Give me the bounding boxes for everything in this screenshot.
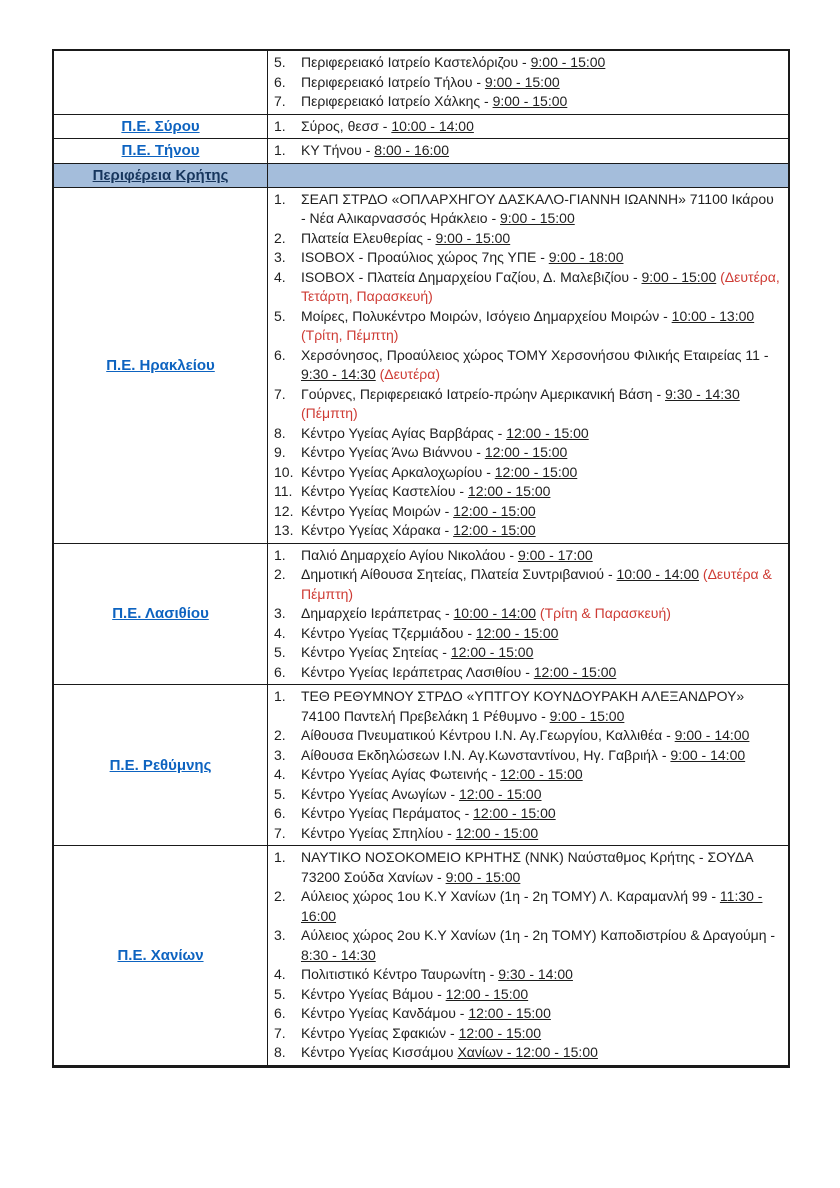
days-note: (Δευτέρα, Τετάρτη, Παρασκευή) [301, 268, 780, 304]
hours-text: 12:00 - 15:00 [458, 785, 542, 802]
list-item [268, 463, 782, 483]
hours-text: 9:30 - 14:00 [498, 966, 573, 982]
list-item [268, 887, 782, 926]
item-content [301, 825, 538, 841]
hours-text: 9:00 - 15:00 [500, 210, 575, 226]
item-content [301, 566, 772, 602]
list-item [268, 248, 782, 268]
item-number: 5. [274, 985, 286, 1002]
hours-text: 12:00 - 15:00 [533, 663, 617, 680]
region-cell [54, 51, 268, 114]
item-number: 4. [274, 624, 286, 641]
item-number: 3. [274, 927, 286, 943]
region-cell [54, 685, 268, 845]
region-cell [54, 544, 268, 685]
list-item [268, 926, 782, 965]
item-number: 7. [274, 93, 286, 109]
item-number: 10. [274, 463, 294, 480]
region-label[interactable]: Π.Ε. Χανίων [117, 946, 204, 964]
location-text: Κέντρο Υγείας Βάμου - [301, 985, 446, 1002]
location-text: Παλιό Δημαρχείο Αγίου Νικολάου - [301, 546, 518, 563]
table-row [54, 51, 788, 114]
location-text: Περιφερειακό Ιατρείο Τήλου - [301, 73, 485, 90]
items-cell [268, 846, 788, 1065]
item-number: 1. [274, 546, 286, 563]
location-text: ΚΥ Τήνου - [301, 142, 375, 158]
item-number: 11. [274, 483, 293, 499]
item-content [301, 1005, 551, 1021]
location-text: Κέντρο Υγείας Τζερμιάδου - [301, 624, 476, 641]
item-content [301, 727, 749, 743]
hours-text: 9:30 - 14:30 [301, 366, 376, 382]
item-number: 6. [274, 805, 286, 821]
items-cell [268, 115, 788, 139]
location-text: Αύλειος χώρος 1ου Κ.Υ Χανίων (1η - 2η ΤΟΜΥ) Λ. Καραμανλή 99 - [301, 888, 720, 904]
location-text: Περιφερειακό Ιατρείο Χάλκης - [301, 93, 493, 109]
item-number: 1. [274, 142, 286, 158]
region-cell [54, 846, 268, 1065]
item-number: 1. [274, 117, 286, 134]
location-text: Μοίρες, Πολυκέντρο Μοιρών, Ισόγειο Δημαρχείου Μοιρών - [301, 307, 672, 324]
location-text: Πλατεία Ελευθερίας - [301, 229, 436, 246]
region-cell [54, 188, 268, 543]
item-number: 6. [274, 73, 286, 90]
hours-text: 12:00 - 15:00 [458, 1024, 542, 1041]
location-text: Κέντρο Υγείας Αγίας Φωτεινής - [301, 766, 501, 782]
item-number: 4. [274, 268, 286, 285]
table-row [54, 684, 788, 845]
location-text: Κέντρο Υγείας Αγίας Βαρβάρας - [301, 424, 507, 441]
region-label[interactable]: Π.Ε. Ρεθύμνης [109, 756, 212, 774]
location-text: Αίθουσα Πνευματικού Κέντρου Ι.Ν. Αγ.Γεωργίου, Καλλιθέα - [301, 727, 675, 743]
item-number: 7. [274, 824, 286, 841]
hours-text: 11:30 - 16:00 [301, 888, 763, 924]
hours-text: 12:00 - 15:00 [494, 463, 578, 480]
list-item [268, 848, 782, 887]
item-number: 6. [274, 663, 286, 680]
hours-text: 9:00 - 15:00 [641, 268, 717, 285]
list-item [268, 824, 782, 844]
region-cell [54, 139, 268, 163]
location-text: Δημαρχείο Ιεράπετρας - [301, 605, 454, 621]
list-item [268, 141, 782, 161]
item-content [301, 118, 474, 134]
hours-text: 9:00 - 15:00 [445, 868, 521, 885]
item-content [301, 347, 769, 383]
location-text: Αίθουσα Εκδηλώσεων Ι.Ν. Αγ.Κωνσταντίνου, Ηγ. Γαβριήλ - [301, 746, 671, 763]
item-number: 5. [274, 785, 286, 802]
item-content [301, 888, 762, 924]
item-content [301, 425, 589, 441]
item-content [301, 269, 780, 305]
item-content [301, 644, 533, 660]
item-number: 2. [274, 229, 286, 246]
item-content [301, 605, 671, 621]
list-item [268, 443, 782, 463]
days-note: (Τρίτη, Πέμπτη) [301, 327, 399, 343]
item-content [301, 483, 550, 499]
item-content [301, 54, 605, 70]
item-number: 12. [274, 502, 294, 519]
list-item [268, 785, 782, 805]
item-content [301, 747, 745, 763]
hours-text: 12:00 - 15:00 [455, 824, 539, 841]
items-cell [268, 685, 788, 845]
item-content [301, 444, 567, 460]
item-number: 6. [274, 346, 286, 363]
item-content [301, 1025, 541, 1041]
item-content [301, 142, 449, 158]
hours-text: 8:00 - 16:00 [374, 142, 450, 158]
location-text: Κέντρο Υγείας Σπηλίου - [301, 824, 456, 841]
hours-text: 9:00 - 15:00 [492, 93, 568, 109]
location-text: Γούρνες, Περιφερειακό Ιατρείο-πρώην Αμερικανική Βάση - [301, 385, 666, 402]
list-item [268, 1024, 782, 1044]
hours-text: 10:00 - 13:00 [671, 307, 755, 324]
location-text: Αύλειος χώρος 2ου Κ.Υ Χανίων (1η - 2η ΤΟΜΥ) Καποδιστρίου & Δραγούμη - [301, 927, 776, 943]
item-content [301, 191, 774, 227]
hours-text: 12:00 - 15:00 [484, 444, 568, 460]
list-item [268, 643, 782, 663]
table-row [54, 138, 788, 163]
list-item [268, 624, 782, 644]
items-cell [268, 188, 788, 543]
item-number: 4. [274, 766, 286, 782]
hours-text: 12:00 - 15:00 [473, 805, 556, 821]
days-note: (Δευτέρα) [375, 366, 441, 382]
list-item [268, 346, 782, 385]
location-text: Χερσόνησος, Προαύλειος χώρος ΤΟΜΥ Χερσονήσου Φιλικής Εταιρείας 11 - [301, 346, 769, 363]
item-number: 5. [274, 644, 286, 660]
location-text: Κέντρο Υγείας Ανωγίων - [301, 785, 459, 802]
list-item [268, 482, 782, 502]
section-header-label: Περιφέρεια Κρήτης [92, 166, 229, 184]
hours-text: 9:00 - 14:00 [670, 746, 746, 763]
item-content [301, 547, 593, 563]
list-item [268, 985, 782, 1005]
item-number: 1. [274, 849, 286, 865]
item-number: 5. [274, 54, 286, 70]
hours-text: 10:00 - 14:00 [391, 117, 474, 134]
item-number: 3. [274, 249, 286, 265]
days-note: (Τρίτη & Παρασκευή) [536, 605, 671, 621]
location-text: Κέντρο Υγείας Σφακιών - [301, 1024, 459, 1041]
list-item [268, 521, 782, 541]
hours-text: 9:00 - 17:00 [517, 546, 593, 563]
item-content [301, 766, 583, 782]
region-label[interactable]: Π.Ε. Ηρακλείου [106, 356, 215, 374]
list-item [268, 546, 782, 566]
list-item [268, 604, 782, 624]
region-label[interactable]: Π.Ε. Τήνου [121, 142, 200, 160]
item-number: 8. [274, 424, 286, 441]
item-content [301, 522, 536, 538]
item-number: 4. [274, 966, 286, 982]
table-row [54, 845, 788, 1065]
item-content [301, 805, 556, 821]
list-item [268, 565, 782, 604]
hours-text: 8:30 - 14:30 [301, 946, 376, 963]
location-text: ΤΕΘ ΡΕΘΥΜΝΟΥ ΣΤΡΔΟ «ΥΠΤΓΟΥ ΚΟΥΝΔΟΥΡΑΚΗ ΑΛΕΞΑΝΔΡΟΥ» 74100 Παντελή Πρεβελάκη 1 Ρέθυμνο - [301, 688, 745, 724]
list-item [268, 117, 782, 137]
list-item [268, 804, 782, 824]
list-item [268, 687, 782, 726]
item-number: 3. [274, 605, 286, 621]
table-row [54, 543, 788, 685]
item-number: 9. [274, 444, 286, 460]
item-content [301, 927, 775, 963]
item-number: 2. [274, 566, 286, 582]
location-text: Σύρος, θεσσ - [301, 117, 392, 134]
item-content [301, 664, 616, 680]
location-text: ISOBOX - Πλατεία Δημαρχείου Γαζίου, Δ. Μαλεβιζίου - [301, 268, 642, 285]
hours-text: 10:00 - 14:00 [453, 605, 537, 621]
location-text: Κέντρο Υγείας Κισσάμου [301, 1044, 458, 1060]
location-text: Κέντρο Υγείας Σητείας - [301, 644, 451, 660]
days-note: (Δευτέρα & Πέμπτη) [301, 566, 772, 602]
list-item [268, 765, 782, 785]
hours-text: 12:00 - 15:00 [468, 1005, 551, 1021]
items-cell [268, 544, 788, 685]
location-text: Κέντρο Υγείας Καστελίου - [301, 483, 468, 499]
region-label[interactable]: Π.Ε. Λασιθίου [112, 605, 209, 623]
list-item [268, 53, 782, 73]
location-text: Δημοτική Αίθουσα Σητείας, Πλατεία Συντριβανιού - [301, 566, 617, 582]
item-content [301, 386, 740, 422]
hours-text: 9:00 - 15:00 [484, 73, 560, 90]
region-cell [54, 115, 268, 139]
item-number: 13. [274, 522, 294, 538]
region-label[interactable]: Π.Ε. Σύρου [121, 117, 200, 135]
item-content [301, 503, 536, 519]
hours-text: Χανίων - 12:00 - 15:00 [457, 1044, 598, 1060]
location-text: ISOBOX - Προαύλιος χώρος 7ης ΥΠΕ - [301, 249, 549, 265]
item-number: 1. [274, 688, 286, 704]
location-text: Κέντρο Υγείας Χάρακα - [301, 522, 454, 538]
region-cell [54, 164, 268, 187]
items-cell [268, 139, 788, 163]
item-content [301, 249, 623, 265]
hours-text: 12:00 - 15:00 [500, 766, 583, 782]
list-item [268, 424, 782, 444]
item-content [301, 74, 560, 90]
item-content [301, 625, 558, 641]
location-text: Κέντρο Υγείας Μοιρών - [301, 502, 454, 519]
item-number: 2. [274, 727, 286, 743]
hours-text: 9:00 - 15:00 [530, 54, 606, 70]
location-text: ΝΑΥΤΙΚΟ ΝΟΣΟΚΟΜΕΙΟ ΚΡΗΤΗΣ (ΝΝΚ) Ναύσταθμος Κρήτης - ΣΟΥΔΑ 73200 Σούδα Χανίων - [301, 849, 753, 885]
location-text: ΣΕΑΠ ΣΤΡΔΟ «ΟΠΛΑΡΧΗΓΟΥ ΔΑΣΚΑΛΟ-ΓΙΑΝΝΗ ΙΩΑΝΝΗ» 71100 Ικάρου - Νέα Αλικαρνασσός Ηράκλειο - [301, 190, 774, 226]
hours-text: 12:00 - 15:00 [445, 985, 529, 1002]
item-number: 8. [274, 1044, 286, 1060]
location-text: Κέντρο Υγείας Άνω Βιάννου - [301, 444, 485, 460]
days-note: (Πέμπτη) [301, 405, 358, 421]
location-text: Κέντρο Υγείας Κανδάμου - [301, 1005, 469, 1021]
list-item [268, 965, 782, 985]
item-number: 6. [274, 1005, 286, 1021]
list-item [268, 73, 782, 93]
location-text: Πολιτιστικό Κέντρο Ταυρωνίτη - [301, 966, 499, 982]
item-number: 5. [274, 307, 286, 324]
location-text: Περιφερειακό Ιατρείο Καστελόριζου - [301, 54, 531, 70]
item-number: 2. [274, 888, 286, 904]
item-number: 7. [274, 1024, 286, 1041]
item-content [301, 308, 754, 344]
hours-text: 12:00 - 15:00 [475, 624, 559, 641]
item-number: 7. [274, 385, 286, 402]
hours-text: 12:00 - 15:00 [453, 522, 536, 538]
list-item [268, 726, 782, 746]
list-item [268, 190, 782, 229]
list-item [268, 307, 782, 346]
item-content [301, 849, 753, 885]
table-row [54, 114, 788, 139]
item-content [301, 464, 577, 480]
list-item [268, 502, 782, 522]
item-content [301, 93, 567, 109]
item-content [301, 966, 573, 982]
hours-text: 12:00 - 15:00 [467, 483, 551, 499]
list-item [268, 268, 782, 307]
item-number: 1. [274, 190, 286, 207]
list-item [268, 92, 782, 112]
table-row [54, 163, 788, 187]
hours-text: 9:00 - 15:00 [435, 229, 511, 246]
item-content [301, 786, 542, 802]
hours-text: 10:00 - 14:00 [616, 566, 700, 582]
item-content [301, 986, 528, 1002]
list-item [268, 663, 782, 683]
hours-text: 12:00 - 15:00 [506, 424, 589, 441]
location-text: Κέντρο Υγείας Ιεράπετρας Λασιθίου - [301, 663, 534, 680]
list-item [268, 229, 782, 249]
location-text: Κέντρο Υγείας Αρκαλοχωρίου - [301, 463, 495, 480]
hours-text: 9:00 - 15:00 [549, 707, 625, 724]
item-content [301, 230, 510, 246]
hours-text: 12:00 - 15:00 [453, 502, 536, 519]
hours-text: 9:30 - 14:30 [665, 385, 740, 402]
items-cell [268, 51, 788, 114]
item-content [301, 1044, 598, 1060]
items-cell [268, 164, 788, 187]
list-item [268, 385, 782, 424]
hours-text: 9:00 - 18:00 [548, 249, 624, 265]
list-item [268, 1043, 782, 1063]
table-row [54, 187, 788, 543]
location-text: Κέντρο Υγείας Περάματος - [301, 805, 474, 821]
item-content [301, 688, 744, 724]
item-number: 3. [274, 746, 286, 763]
hours-text: 12:00 - 15:00 [450, 644, 534, 660]
list-item [268, 746, 782, 766]
list-item [268, 1004, 782, 1024]
hours-text: 9:00 - 14:00 [674, 727, 750, 743]
regions-table [52, 49, 790, 1068]
